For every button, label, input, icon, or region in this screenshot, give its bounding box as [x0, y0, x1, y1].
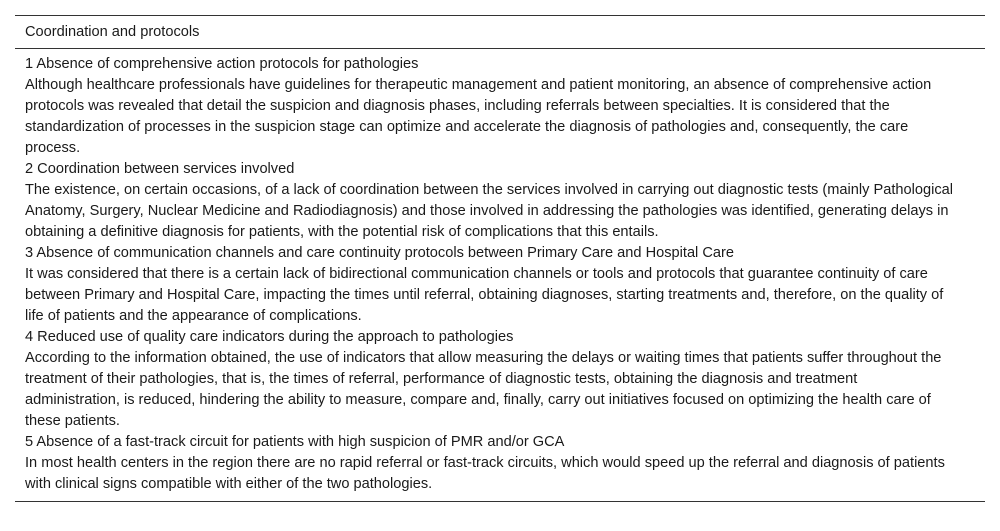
- table-row: [25, 432, 975, 495]
- item-title: 2 Coordination between services involved: [25, 161, 295, 177]
- item-title: 3 Absence of communication channels and care continuity protocols between Primary Care and Hospital Care: [25, 245, 734, 261]
- item-description: In most health centers in the region there are no rapid referral or fast-track circuits, which would speed up the referral and diagnosis of patients with clinical signs compatible with either of the two pathologies.: [25, 455, 945, 492]
- table-header: Coordination and protocols: [15, 15, 985, 49]
- table-row: [25, 159, 975, 243]
- table-row: [25, 243, 975, 327]
- table-row: [25, 54, 975, 159]
- item-description: It was considered that there is a certain lack of bidirectional communication channels or tools and protocols that guarantee continuity of care between Primary and Hospital Care, impacting the times until referral, obtaining diagnoses, starting treatments and, therefore, on the quality of life of patients and the appearance of complications.: [25, 266, 944, 324]
- item-title: 4 Reduced use of quality care indicators during the approach to pathologies: [25, 329, 514, 345]
- item-description: Although healthcare professionals have guidelines for therapeutic management and patient monitoring, an absence of comprehensive action protocols was revealed that detail the suspicion and diagnosis phases, including referrals between specialties. It is considered that the standardization of processes in the suspicion stage can optimize and accelerate the diagnosis of pathologies and, consequently, the care process.: [25, 77, 932, 156]
- item-title: 1 Absence of comprehensive action protocols for pathologies: [25, 56, 419, 72]
- table-body: [15, 49, 985, 502]
- protocols-table: [15, 15, 985, 502]
- item-description: The existence, on certain occasions, of a lack of coordination between the services involved in carrying out diagnostic tests (mainly Pathological Anatomy, Surgery, Nuclear Medicine and Radiodiagnosis) and those involved in addressing the pathologies was identified, generating delays in obtaining a definitive diagnosis for patients, with the potential risk of complications that this entails.: [25, 182, 954, 240]
- table-row: [25, 327, 975, 432]
- item-description: According to the information obtained, the use of indicators that allow measuring the delays or waiting times that patients suffer throughout the treatment of their pathologies, that is, the times of referral, performance of diagnostic tests, obtaining the diagnosis and treatment administration, is reduced, hindering the ability to measure, compare and, finally, carry out initiatives focused on optimizing the health care of these patients.: [25, 350, 942, 429]
- item-title: 5 Absence of a fast-track circuit for patients with high suspicion of PMR and/or GCA: [25, 434, 565, 450]
